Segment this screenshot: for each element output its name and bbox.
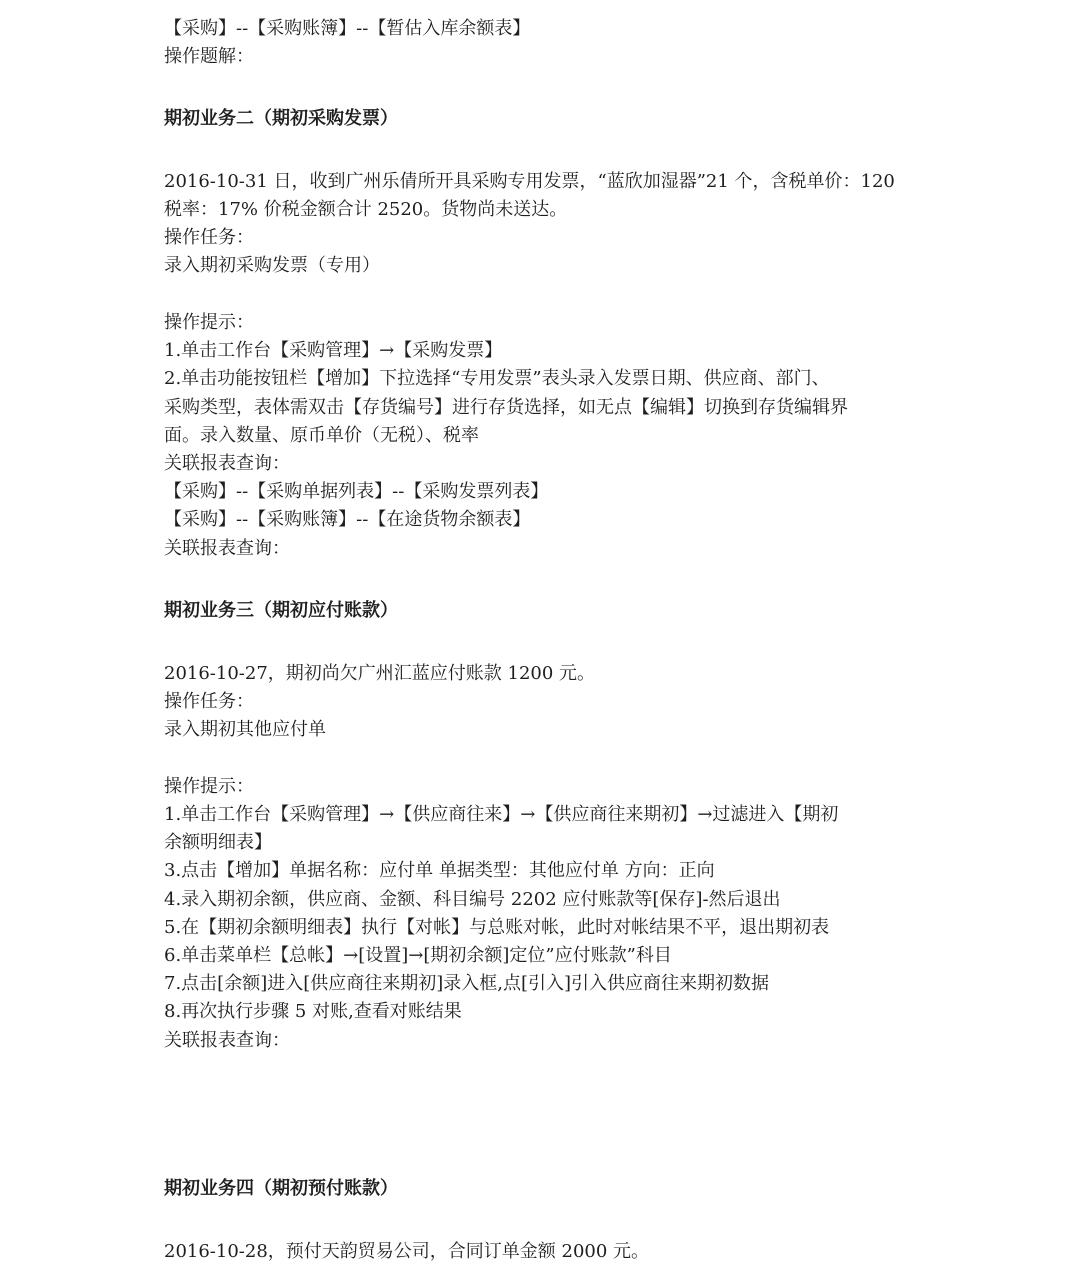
text-line: 8.再次执行步骤 5 对账,查看对账结果 [164, 1001, 462, 1022]
text-line: 录入期初采购发票（专用） [164, 255, 380, 276]
section-heading: 期初业务三（期初应付账款） [164, 600, 398, 621]
text-line: 关联报表查询： [164, 538, 290, 559]
text-line: 5.在【期初余额明细表】执行【对帐】与总账对帐，此时对帐结果不平，退出期初表 [164, 917, 830, 938]
text-line: 操作提示： [164, 312, 254, 333]
text-line: 1.单击工作台【采购管理】→【供应商往来】→【供应商往来期初】→过滤进入【期初 [164, 804, 839, 825]
text-line: 3.点击【增加】单据名称：应付单 单据类型：其他应付单 方向：正向 [164, 860, 715, 881]
text-line: 2016-10-28，预付天韵贸易公司，合同订单金额 2000 元。 [164, 1241, 650, 1262]
text-line: 税率：17% 价税金额合计 2520。货物尚未送达。 [164, 199, 568, 220]
text-line: 余额明细表】 [164, 832, 272, 853]
text-line: 录入期初其他应付单 [164, 719, 326, 740]
text-line: 操作任务： [164, 691, 254, 712]
text-line: 2016-10-27，期初尚欠广州汇蓝应付账款 1200 元。 [164, 663, 596, 684]
text-line: 6.单击菜单栏【总帐】→[设置]→[期初余额]定位”应付账款”科目 [164, 945, 672, 966]
text-line: 7.点击[余额]进入[供应商往来期初]录入框,点[引入]引入供应商往来期初数据 [164, 973, 770, 994]
section-heading: 期初业务四（期初预付账款） [164, 1178, 398, 1199]
text-line: 面。录入数量、原币单价（无税）、税率 [164, 425, 479, 446]
section-heading: 期初业务二（期初采购发票） [164, 108, 398, 129]
text-line: 操作提示： [164, 776, 254, 797]
text-line: 4.录入期初余额，供应商、金额、科目编号 2202 应付账款等[保存]-然后退出 [164, 889, 781, 910]
text-line: 【采购】--【采购账簿】--【在途货物余额表】 [164, 509, 531, 530]
text-line: 操作题解： [164, 46, 254, 67]
text-line: 关联报表查询： [164, 1030, 290, 1051]
text-line: 采购类型，表体需双击【存货编号】进行存货选择，如无点【编辑】切换到存货编辑界 [164, 397, 848, 418]
text-line: 关联报表查询： [164, 453, 290, 474]
text-line: 操作任务： [164, 227, 254, 248]
text-line: 1.单击工作台【采购管理】→【采购发票】 [164, 340, 503, 361]
text-line: 2016-10-31 日，收到广州乐倩所开具采购专用发票，“蓝欣加湿器”21 个，含税单价：120 [164, 171, 895, 192]
text-line: 2.单击功能按钮栏【增加】下拉选择“专用发票”表头录入发票日期、供应商、部门、 [164, 368, 830, 389]
text-line: 【采购】--【采购单据列表】--【采购发票列表】 [164, 481, 549, 502]
text-line: 【采购】--【采购账簿】--【暂估入库余额表】 [164, 18, 531, 39]
